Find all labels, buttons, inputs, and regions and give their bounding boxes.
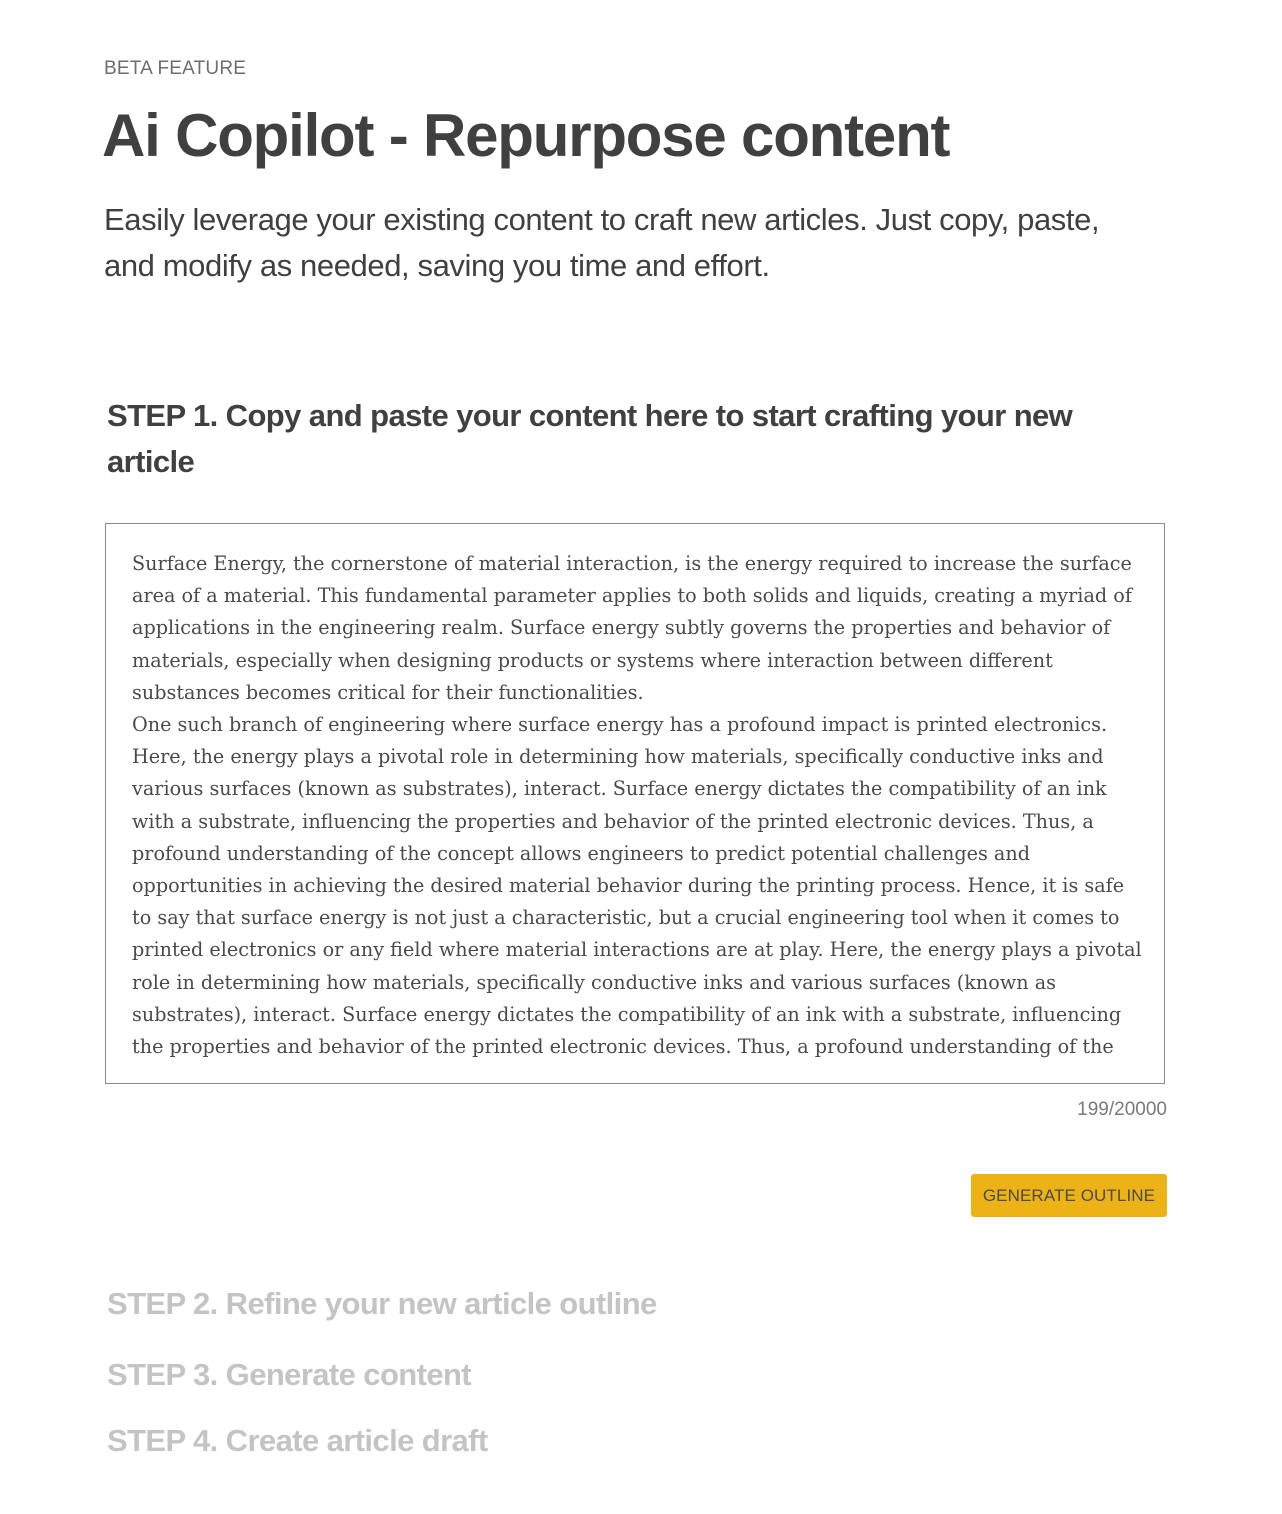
step-4-heading: STEP 4. Create article draft: [107, 1423, 488, 1458]
content-input[interactable]: [132, 548, 1142, 1068]
step-3-heading: STEP 3. Generate content: [107, 1357, 472, 1392]
page-subtitle: Easily leverage your existing content to craft new articles. Just copy, paste, and modify as needed, saving you time and effort.: [104, 202, 1100, 283]
beta-feature-badge: BETA FEATURE: [104, 58, 247, 79]
page-title: Ai Copilot - Repurpose content: [102, 102, 950, 169]
step-2-heading: STEP 2. Refine your new article outline: [107, 1286, 657, 1321]
character-counter: 199/20000: [1077, 1099, 1167, 1120]
content-input-container: [105, 523, 1165, 1084]
generate-outline-button[interactable]: GENERATE OUTLINE: [971, 1174, 1167, 1217]
step-1-heading: STEP 1. Copy and paste your content here to start crafting your new article: [107, 398, 1073, 479]
